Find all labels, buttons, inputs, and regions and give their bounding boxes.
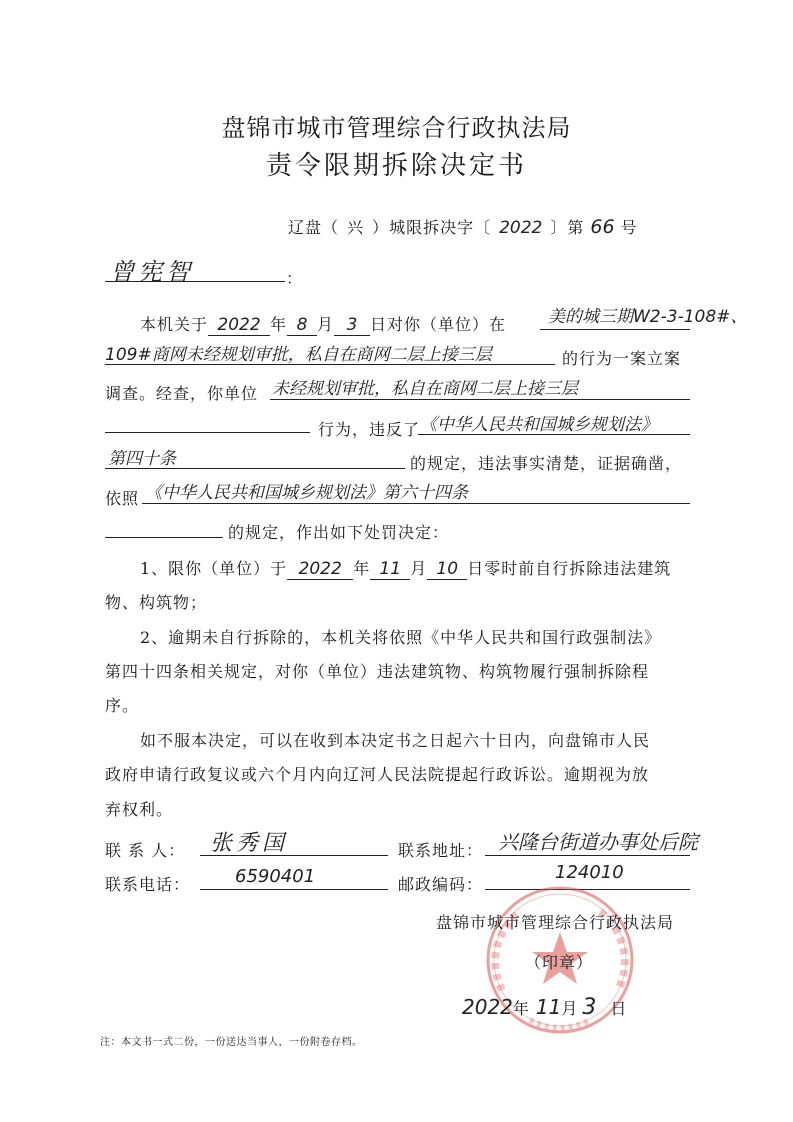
para1-text: 月 <box>317 315 335 334</box>
para1-text: 依照 <box>105 489 140 508</box>
appeal-line3: 弃权利。 <box>105 800 174 819</box>
item1-text: 年 <box>353 559 371 578</box>
para1-law1: 《中华人民共和国城乡规划法》 <box>420 415 658 435</box>
law2-underline-cont <box>105 537 223 538</box>
item2-line3: 序。 <box>105 696 140 715</box>
document-number <box>288 215 638 238</box>
agency-title: 盘锦市城市管理综合行政执法局 <box>221 114 572 142</box>
item1-text: 1、限你（单位）于 <box>140 559 288 578</box>
contact-person-underline <box>200 855 388 856</box>
item1-text: 月 <box>410 559 428 578</box>
signature-seal-note: （印章） <box>525 953 594 972</box>
recipient-underline <box>105 281 285 282</box>
para1-text: 的规定，作出如下处罚决定： <box>228 523 450 542</box>
signature-day: 3 <box>582 995 597 1020</box>
contact-postcode-label: 邮政编码： <box>398 875 484 894</box>
para1-finding: 未经规划审批，私自在商网二层上接三层 <box>272 379 578 399</box>
item1-month: 11 <box>370 559 410 580</box>
item1-line1 <box>140 556 671 580</box>
item1-year: 2022 <box>287 559 353 580</box>
para1-law2: 《中华人民共和国城乡规划法》第六十四条 <box>145 483 468 503</box>
doc-number-paren-open: （ <box>322 218 340 237</box>
para1-text: 调查。经查，你单位 <box>105 384 259 403</box>
contact-address-underline <box>485 855 690 856</box>
doc-number-prefix: 辽盘 <box>288 218 323 237</box>
para1-location-a: 美的城三期W2-3-108#、 <box>548 307 748 327</box>
signature-agency: 盘锦市城市管理综合行政执法局 <box>436 913 675 932</box>
contact-address: 兴隆台街道办事处后院 <box>498 830 698 854</box>
para1-day: 3 <box>334 315 370 336</box>
doc-number-district: 兴 <box>347 218 365 237</box>
appeal-line2: 政府申请行政复议或六个月内向辽河人民法院提起行政诉讼。逾期视为放 <box>105 765 650 784</box>
footnote: 注：本文书一式二份，一份送达当事人，一份附卷存档。 <box>100 1037 363 1048</box>
signature-month: 11 <box>535 995 562 1019</box>
item1-text: 日零时前自行拆除违法建筑 <box>467 559 672 578</box>
para1-article1: 第四十条 <box>108 449 176 469</box>
contact-person: 张秀国 <box>210 831 289 856</box>
finding-underline-cont <box>105 432 310 433</box>
item1-day: 10 <box>427 559 467 580</box>
item2-line1: 2、逾期未自行拆除的，本机关将依照《中华人民共和国行政强制法》 <box>140 628 662 647</box>
para1-text: 的规定，违法事实清楚，证据确凿， <box>410 454 683 473</box>
para1-text: 日对你（单位）在 <box>370 315 507 334</box>
contact-address-label: 联系地址： <box>398 841 484 860</box>
para1-year: 2022 <box>208 315 270 336</box>
article1-underline <box>105 468 405 469</box>
document-title: 责令限期拆除决定书 <box>265 151 527 181</box>
recipient-name: 曾宪智 <box>110 258 194 286</box>
doc-number-suffix: 号 <box>620 218 638 237</box>
signature-date <box>462 995 627 1020</box>
doc-number-year: 2022 <box>499 218 543 238</box>
item2-line2: 第四十四条相关规定，对你（单位）违法建筑物、构筑物履行强制拆除程 <box>105 662 650 681</box>
contact-postcode: 124010 <box>555 862 624 883</box>
location-a-underline <box>540 329 690 330</box>
law2-underline <box>142 503 690 504</box>
item1-line2: 物、构筑物； <box>105 593 208 612</box>
finding-underline <box>270 399 690 400</box>
para1-text: 行为，违反了 <box>318 420 421 439</box>
doc-number-paren-close: ） <box>372 218 390 237</box>
signature-date-text: 日 <box>610 999 628 1018</box>
location-b-underline <box>105 364 555 365</box>
contact-phone: 6590401 <box>235 866 316 887</box>
contact-person-label: 联 系 人： <box>105 841 186 860</box>
contact-phone-label: 联系电话： <box>105 875 191 894</box>
para1-location-b: 109#商网未经规划审批，私自在商网二层上接三层 <box>105 345 492 365</box>
contact-phone-underline <box>200 889 388 890</box>
signature-date-text: 月 <box>561 999 579 1018</box>
signature-year: 2022 <box>462 995 513 1019</box>
appeal-line1: 如不服本决定，可以在收到本决定书之日起六十日内，向盘锦市人民 <box>140 731 651 750</box>
recipient-colon: ： <box>286 269 304 288</box>
doc-number-value: 66 <box>590 216 615 238</box>
para1-text: 的行为一案立案 <box>562 349 682 368</box>
para1-month: 8 <box>287 315 317 336</box>
para1-line1 <box>140 312 506 336</box>
law1-underline <box>418 434 690 435</box>
para1-text: 本机关于 <box>140 315 209 334</box>
doc-number-close: 〕第 <box>550 218 585 237</box>
doc-number-mid: 城限拆决字〔 <box>389 218 492 237</box>
signature-date-text: 年 <box>512 999 530 1018</box>
para1-text: 年 <box>270 315 288 334</box>
